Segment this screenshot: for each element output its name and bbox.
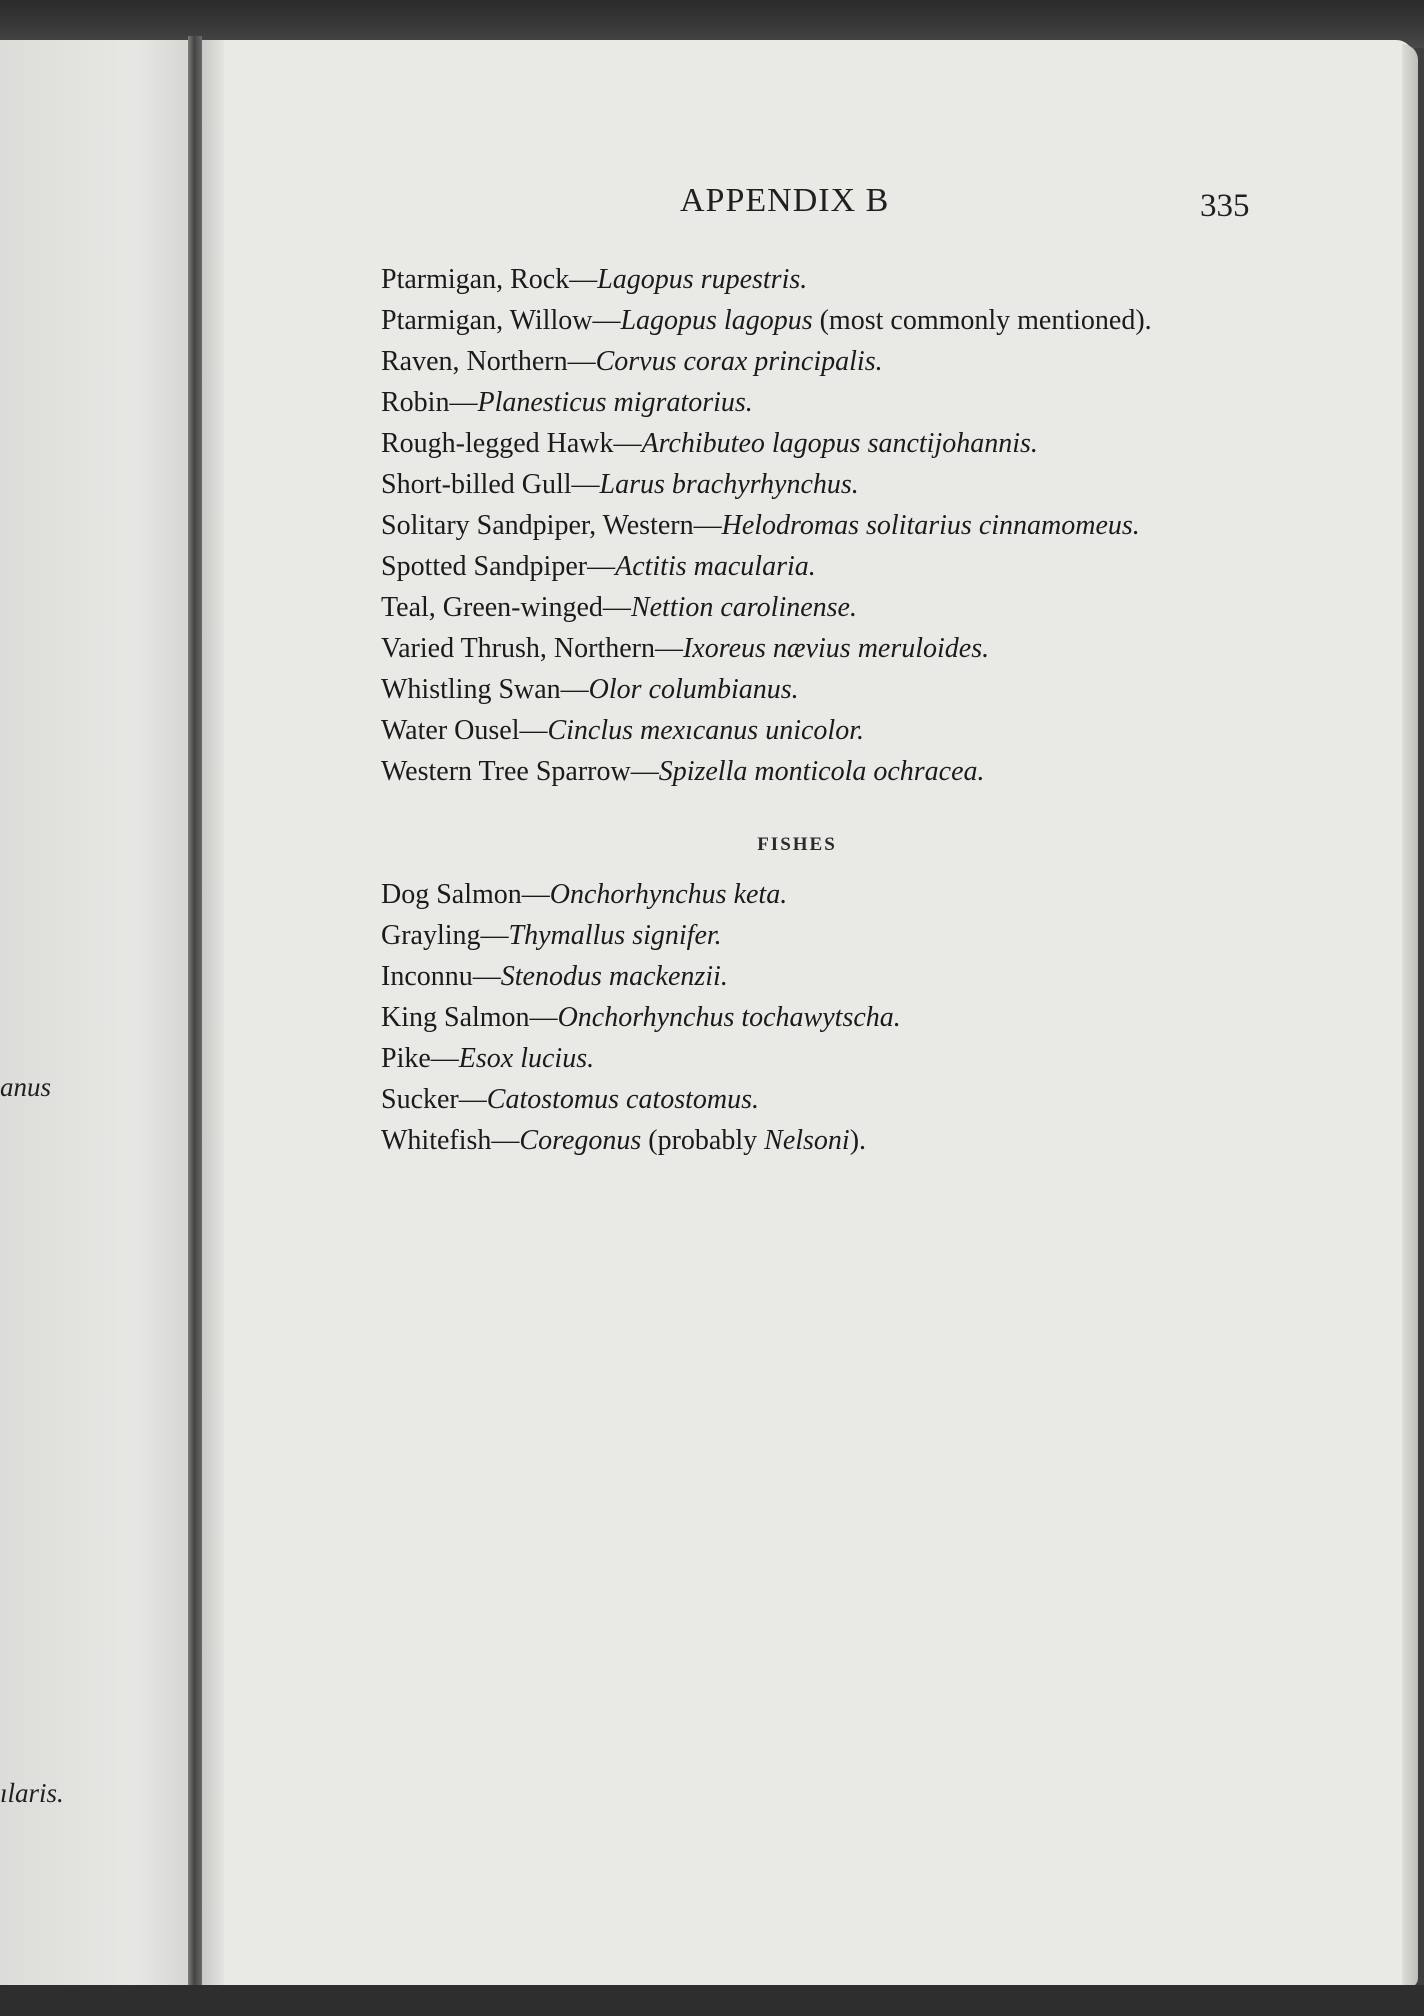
list-item [381, 710, 1152, 751]
scientific-name: Onchorhynchus tochawytscha. [557, 1002, 901, 1033]
scientific-name: Actitis macularia. [615, 551, 816, 582]
common-name: Short-billed Gull— [381, 469, 600, 500]
fishes-list [381, 874, 901, 1161]
common-name: Water Ousel— [381, 715, 548, 746]
entry-note: (most commonly mentioned). [812, 305, 1152, 336]
list-item [381, 259, 1152, 300]
list-item [381, 874, 901, 915]
list-item [381, 1038, 901, 1079]
list-item [381, 669, 1152, 710]
list-item [381, 1120, 901, 1161]
running-head: APPENDIX B [680, 182, 890, 219]
scientific-name: Ixoreus nævius meruloides. [682, 633, 990, 664]
scientific-name: Helodromas solitarius cinnamomeus. [721, 510, 1140, 541]
scientific-name: Corvus corax principalis. [595, 346, 883, 377]
entry-note: (probably [641, 1125, 765, 1156]
scan-background-bottom [0, 1985, 1424, 2016]
gutter-shadow [202, 40, 224, 1990]
scientific-name: Coregonus [519, 1125, 642, 1156]
list-item [381, 382, 1152, 423]
scientific-name: Lagopus lagopus [620, 305, 813, 336]
scientific-name: Onchorhynchus keta. [549, 879, 788, 910]
scientific-name: Larus brachyrhynchus. [599, 469, 859, 500]
common-name: Ptarmigan, Rock— [381, 264, 598, 295]
common-name: King Salmon— [381, 1002, 558, 1033]
common-name: Sucker— [381, 1084, 487, 1115]
scientific-name: Planesticus migratorius. [477, 387, 753, 418]
list-item [381, 341, 1152, 382]
common-name: Whistling Swan— [381, 674, 589, 705]
common-name: Western Tree Sparrow— [381, 756, 659, 787]
left-page-fragment: anus [0, 1072, 52, 1102]
list-item [381, 956, 901, 997]
scientific-name: Thymallus signifer. [508, 920, 722, 951]
list-item [381, 915, 901, 956]
common-name: Varied Thrush, Northern— [381, 633, 683, 664]
common-name: Grayling— [381, 920, 509, 951]
common-name: Raven, Northern— [381, 346, 596, 377]
common-name: Solitary Sandpiper, Western— [381, 510, 722, 541]
entry-end: ). [849, 1125, 867, 1156]
common-name: Teal, Green-winged— [381, 592, 631, 623]
list-item [381, 997, 901, 1038]
scientific-name: Nettion carolinense. [630, 592, 857, 623]
list-item [381, 628, 1152, 669]
common-name: Dog Salmon— [381, 879, 550, 910]
scientific-name: Olor columbianus. [588, 674, 799, 705]
common-name: Robin— [381, 387, 478, 418]
scientific-name: Stenodus mackenzii. [500, 961, 728, 992]
list-item [381, 751, 1152, 792]
scientific-name: Esox lucius. [458, 1043, 595, 1074]
common-name: Pike— [381, 1043, 459, 1074]
scientific-name: Lagopus rupestris. [597, 264, 808, 295]
list-item [381, 464, 1152, 505]
common-name: Whitefish— [381, 1125, 520, 1156]
common-name: Rough-legged Hawk— [381, 428, 642, 459]
common-name: Inconnu— [381, 961, 501, 992]
list-item [381, 1079, 901, 1120]
birds-list [381, 259, 1152, 792]
scientific-name-secondary: Nelsoni [764, 1125, 850, 1156]
right-page-edge [1402, 44, 1418, 1988]
section-heading-fishes: FISHES [757, 834, 837, 855]
book-gutter [188, 36, 202, 1991]
scientific-name: Cinclus mexıcanus unicolor. [547, 715, 864, 746]
common-name: Ptarmigan, Willow— [381, 305, 621, 336]
scientific-name: Catostomus catostomus. [486, 1084, 760, 1115]
left-page [0, 40, 192, 1990]
list-item [381, 587, 1152, 628]
left-page-fragment: ılaris. [0, 1778, 64, 1808]
list-item [381, 423, 1152, 464]
list-item [381, 546, 1152, 587]
page-number: 335 [1200, 188, 1250, 224]
common-name: Spotted Sandpiper— [381, 551, 616, 582]
scientific-name: Archibuteo lagopus sanctijohannis. [641, 428, 1038, 459]
list-item [381, 505, 1152, 546]
list-item [381, 300, 1152, 341]
scientific-name: Spizella monticola ochracea. [658, 756, 985, 787]
